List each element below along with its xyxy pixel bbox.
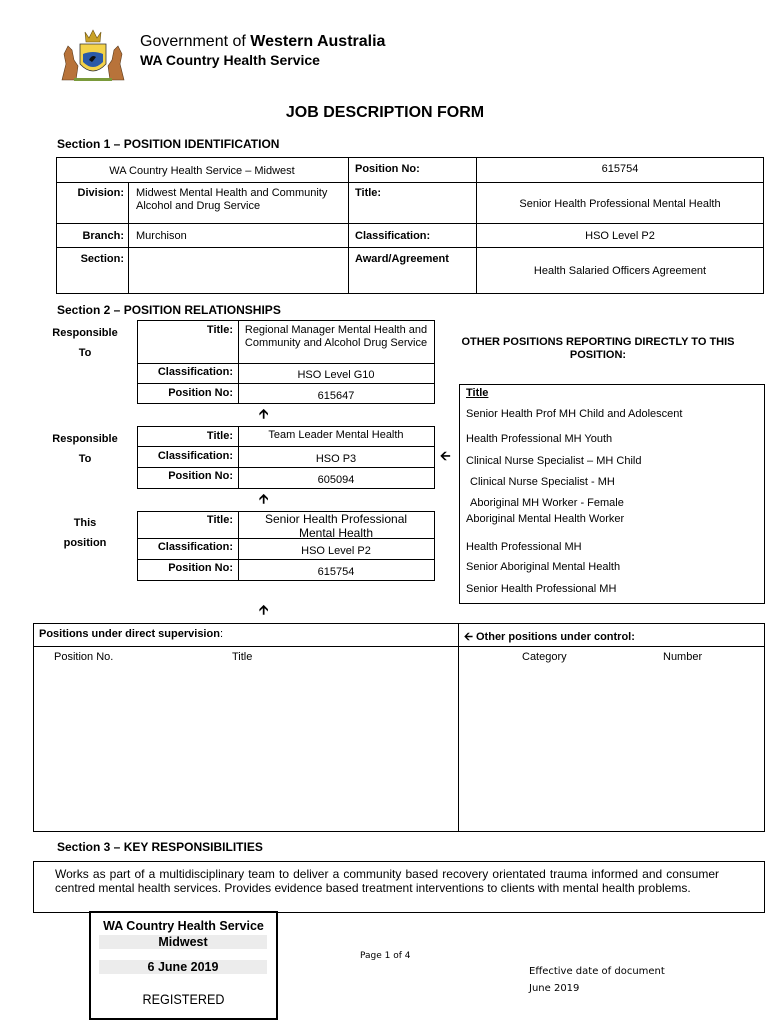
col-position-no: Position No. <box>54 651 114 663</box>
box2-position-no-label: Position No: <box>168 470 233 482</box>
left-arrow: 🡨 <box>440 448 451 463</box>
section2-heading: Section 2 – POSITION RELATIONSHIPS <box>57 303 281 317</box>
responsible-label-1: Responsible <box>52 327 118 339</box>
form-title: JOB DESCRIPTION FORM <box>285 104 485 121</box>
section3-heading: Section 3 – KEY RESPONSIBILITIES <box>57 840 263 854</box>
other-position-6: Health Professional MH <box>466 541 582 553</box>
other-position-7: Senior Aboriginal Mental Health <box>466 561 621 573</box>
box3-classification-label: Classification: <box>157 541 233 553</box>
box1-classification: HSO Level G10 <box>297 369 375 381</box>
other-positions-heading: OTHER POSITIONS REPORTING DIRECTLY TO THIS POSITION: <box>461 336 735 361</box>
box1-position-no: 615647 <box>317 390 355 402</box>
title-label: Title: <box>355 187 382 199</box>
box3-title-label: Title: <box>206 514 233 526</box>
stamp-status: REGISTERED <box>142 991 225 1007</box>
stamp-line1: WA Country Health Service <box>103 919 264 933</box>
box2-title: Team Leader Mental Health <box>268 429 404 441</box>
service-line: WA Country Health Service <box>140 52 320 68</box>
other-position-8: Senior Health Professional MH <box>466 583 617 595</box>
section1-heading: Section 1 – POSITION IDENTIFICATION <box>57 137 280 151</box>
organisation-name: WA Country Health Service – Midwest <box>109 165 295 177</box>
supervision-label <box>39 628 223 640</box>
this-label: This <box>73 517 97 529</box>
key-responsibilities-text: Works as part of a multidisciplinary team to deliver a community based recovery orientated trauma informed and consumer centred mental health services. Provides evidence based treatment interventions to clients with mental health problems. <box>55 867 719 895</box>
government-state: Western Australia <box>250 33 386 50</box>
responsible-label-2: Responsible <box>52 433 118 445</box>
stamp-line2: Midwest <box>99 935 267 949</box>
other-position-5: Aboriginal Mental Health Worker <box>466 513 625 525</box>
title-value: Senior Health Professional Mental Health <box>519 198 721 210</box>
government-line <box>140 33 385 51</box>
section-label: Section: <box>80 253 124 265</box>
government-prefix: Government of <box>140 33 251 50</box>
to-label-2: To <box>78 453 92 465</box>
to-label-1: To <box>78 347 92 359</box>
supervision-label-text: Positions under direct supervision <box>39 628 220 640</box>
col-title: Title <box>232 651 253 663</box>
box2-classification: HSO P3 <box>315 453 357 465</box>
effective-date: June 2019 <box>529 983 580 994</box>
box1-title-label: Title: <box>206 324 233 336</box>
division-value: Midwest Mental Health and Community Alcohol and Drug Service <box>136 187 328 212</box>
box2-title-label: Title: <box>206 430 233 442</box>
stamp-date: 6 June 2019 <box>99 960 267 974</box>
wa-government-crest <box>56 24 130 84</box>
up-arrow-1: 🡩 <box>259 406 269 421</box>
other-position-1: Health Professional MH Youth <box>466 433 613 445</box>
effective-date-label: Effective date of document <box>529 966 665 977</box>
box3-title: Senior Health Professional Mental Health <box>264 512 408 540</box>
branch-value: Murchison <box>136 230 187 242</box>
supervision-table <box>33 623 765 832</box>
position-label: position <box>63 537 107 549</box>
division-label: Division: <box>77 187 124 199</box>
up-arrow-3: 🡩 <box>259 602 269 617</box>
box2-position-no: 605094 <box>317 474 355 486</box>
other-title-label: Title <box>466 387 489 399</box>
box1-title: Regional Manager Mental Health and Community and Alcohol Drug Service <box>244 324 428 349</box>
other-position-0: Senior Health Prof MH Child and Adolescent <box>466 408 683 420</box>
box2-classification-label: Classification: <box>157 450 233 462</box>
branch-label: Branch: <box>82 230 124 242</box>
box3-position-no-label: Position No: <box>168 562 233 574</box>
supervision-colon: : <box>219 628 223 640</box>
classification-value: HSO Level P2 <box>585 230 655 242</box>
other-control-text: Other positions under control: <box>476 631 635 643</box>
col-category: Category <box>522 651 567 663</box>
other-position-3: Clinical Nurse Specialist - MH <box>470 476 615 488</box>
position-no-label: Position No: <box>355 163 420 175</box>
box1-position-no-label: Position No: <box>168 387 233 399</box>
award-label: Award/Agreement <box>355 253 449 265</box>
col-number: Number <box>663 651 703 663</box>
box3-classification: HSO Level P2 <box>301 545 371 557</box>
page-number: Page 1 of 4 <box>360 951 411 961</box>
other-position-4: Aboriginal MH Worker - Female <box>470 497 624 509</box>
other-position-2: Clinical Nurse Specialist – MH Child <box>466 455 642 467</box>
position-no-value: 615754 <box>601 163 639 175</box>
up-arrow-2: 🡩 <box>259 491 269 506</box>
left-arrow-icon: 🡨 <box>464 631 473 643</box>
other-control-label <box>464 628 635 647</box>
box3-position-no: 615754 <box>317 566 355 578</box>
award-value: Health Salaried Officers Agreement <box>533 265 707 277</box>
classification-label: Classification: <box>355 230 431 242</box>
box1-classification-label: Classification: <box>157 366 233 378</box>
